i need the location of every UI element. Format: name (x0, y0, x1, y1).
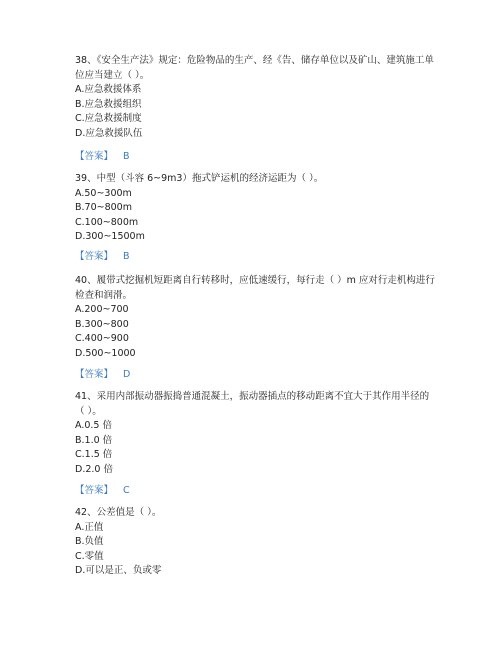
option-b: B.70~800m (75, 202, 132, 213)
question-stem: 40、履带式挖掘机短距离自行转移时，应低速缓行，每行走（ ）m 应对行走机构进行检查和润滑。 (75, 275, 435, 301)
answer-40 (75, 368, 130, 382)
option-d: D.500~1000 (75, 347, 136, 359)
question-38 (75, 54, 435, 141)
option-b: B.负值 (75, 536, 104, 547)
answer-41 (75, 484, 130, 498)
answer-label: 【答案】 (75, 369, 114, 380)
answer-label: 【答案】 (75, 485, 114, 496)
option-c: C.100~800m (75, 216, 139, 228)
answer-label: 【答案】 (75, 151, 114, 162)
option-c: C.400~900 (75, 333, 129, 344)
option-c: C.零值 (75, 550, 104, 562)
answer-label: 【答案】 (75, 251, 114, 262)
answer-value: B (123, 251, 130, 262)
option-c: C.应急救援制度 (75, 113, 142, 124)
question-40 (75, 274, 435, 361)
question-stem: 39、中型（斗容 6~9m3）拖式铲运机的经济运距为（ ）。 (75, 173, 324, 184)
answer-39 (75, 250, 130, 264)
option-a: A.正值 (75, 521, 104, 533)
option-d: D.300~1500m (75, 231, 145, 242)
option-d: D.可以是正、负或零 (75, 565, 162, 576)
question-stem: 41、采用内部振动器振捣普通混凝土，振动器插点的移动距离不宜大于其作用半径的（ ）。 (75, 391, 430, 417)
option-a: A.50~300m (75, 187, 132, 199)
option-b: B.300~800 (75, 318, 129, 330)
option-d: D.2.0 倍 (75, 463, 113, 475)
option-d: D.应急救援队伍 (75, 127, 143, 139)
answer-value: C (123, 485, 130, 496)
question-42 (75, 506, 435, 579)
option-a: A.200~700 (75, 304, 129, 315)
question-39 (75, 172, 435, 245)
answer-value: D (123, 369, 131, 380)
option-b: B.1.0 倍 (75, 434, 113, 446)
option-a: A.0.5 倍 (75, 420, 112, 431)
answer-38 (75, 150, 130, 164)
answer-value: B (123, 151, 130, 162)
question-stem: 38、《安全生产法》规定：危险物品的生产、经《告、储存单位以及矿山、建筑施工单位应当建立（ ）。 (75, 55, 434, 81)
option-a: A.应急救援体系 (75, 84, 142, 95)
question-41 (75, 390, 435, 477)
option-b: B.应急救援组织 (75, 98, 142, 110)
option-c: C.1.5 倍 (75, 449, 113, 460)
question-stem: 42、公差值是（ ）。 (75, 507, 162, 518)
